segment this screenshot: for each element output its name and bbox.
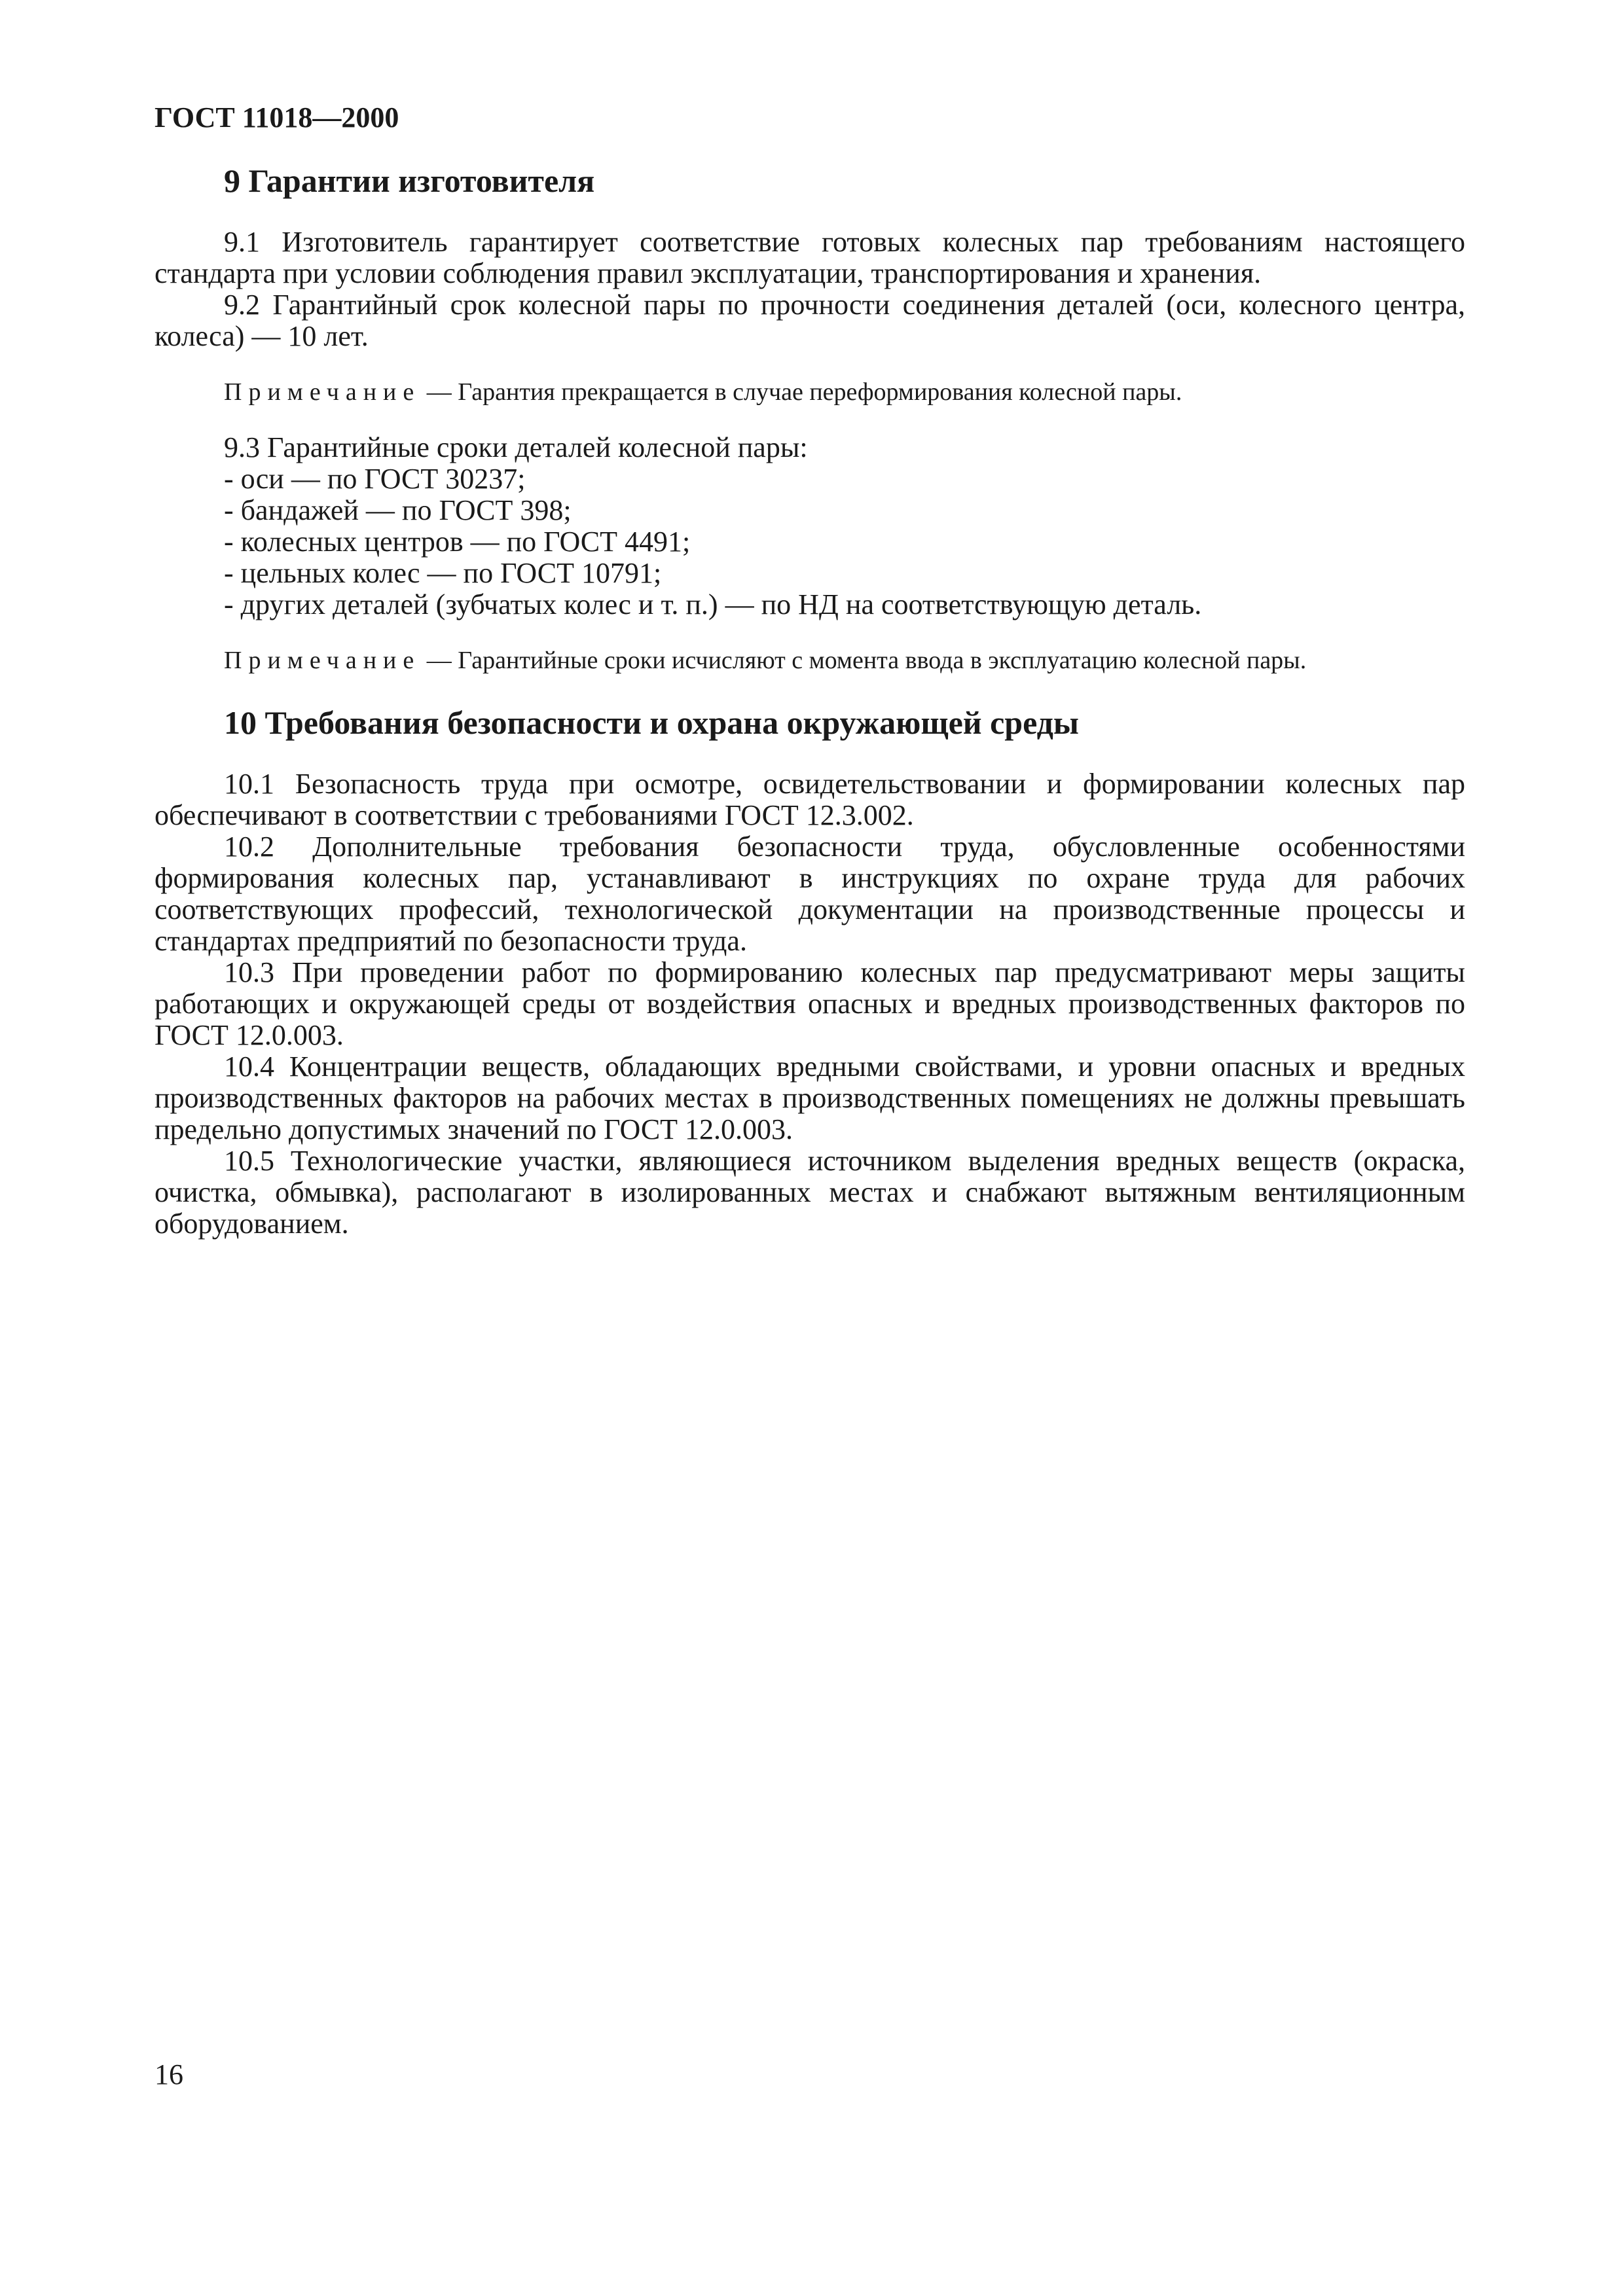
warranty-items-list	[155, 463, 1465, 620]
note-text: — Гарантийные сроки исчисляют с момента ввода в эксплуатацию колесной пары.	[420, 647, 1307, 674]
document-id-header: ГОСТ 11018—2000	[155, 101, 399, 134]
document-page	[155, 98, 1465, 1240]
paragraph-10-3: 10.3 При проведении работ по формированию колесных пар предусматривают меры защиты работающих и окружающей среды от воздействия опасных и вредных производственных факторов по ГОСТ 12.0.003.	[155, 956, 1465, 1051]
list-item: - бандажей — по ГОСТ 398;	[224, 494, 572, 526]
list-item: - цельных колес — по ГОСТ 10791;	[224, 557, 662, 589]
paragraph-9-3: 9.3 Гарантийные сроки деталей колесной пары:	[224, 431, 808, 463]
list-item: - оси — по ГОСТ 30237;	[224, 463, 526, 495]
list-item: - других деталей (зубчатых колес и т. п.) — по НД на соответствующую деталь.	[224, 588, 1202, 620]
paragraph-10-1: 10.1 Безопасность труда при осмотре, освидетельствовании и формировании колесных пар обеспечивают в соответствии с требованиями ГОСТ 12.3.002.	[155, 768, 1465, 831]
note-9-2	[224, 377, 1465, 407]
section-9-title: 9 Гарантии изготовителя	[224, 162, 595, 199]
section-10-title: 10 Требования безопасности и охрана окружающей среды	[224, 704, 1079, 741]
list-item: - колесных центров — по ГОСТ 4491;	[224, 526, 691, 558]
paragraph-10-5: 10.5 Технологические участки, являющиеся источником выделения вредных веществ (окраска, очистка, обмывка), располагают в изолированных местах и снабжают вытяжным вентиляционным оборудованием.	[155, 1145, 1465, 1240]
page-number: 16	[155, 2058, 183, 2090]
paragraph-10-4: 10.4 Концентрации веществ, обладающих вредными свойствами, и уровни опасных и вредных производственных факторов на рабочих местах в производственных помещениях не должны превышать предельно допустимых значений по ГОСТ 12.0.003.	[155, 1050, 1465, 1145]
note-text: — Гарантия прекращается в случае переформирования колесной пары.	[420, 378, 1182, 406]
note-label: Примечание	[224, 378, 421, 406]
paragraph-10-2: 10.2 Дополнительные требования безопасности труда, обусловленные особенностями формирования колесных пар, устанавливают в инструкциях по охране труда для рабочих соответствующих профессий, технологической документации на производственные процессы и стандартах предприятий по безопасности труда.	[155, 831, 1465, 957]
paragraph-9-2: 9.2 Гарантийный срок колесной пары по прочности соединения деталей (оси, колесного центра, колеса) — 10 лет.	[155, 289, 1465, 352]
note-9-3	[224, 645, 1465, 675]
paragraph-9-1: 9.1 Изготовитель гарантирует соответствие готовых колесных пар требованиям настоящего стандарта при условии соблюдения правил эксплуатации, транспортирования и хранения.	[155, 226, 1465, 289]
note-label: Примечание	[224, 647, 421, 674]
